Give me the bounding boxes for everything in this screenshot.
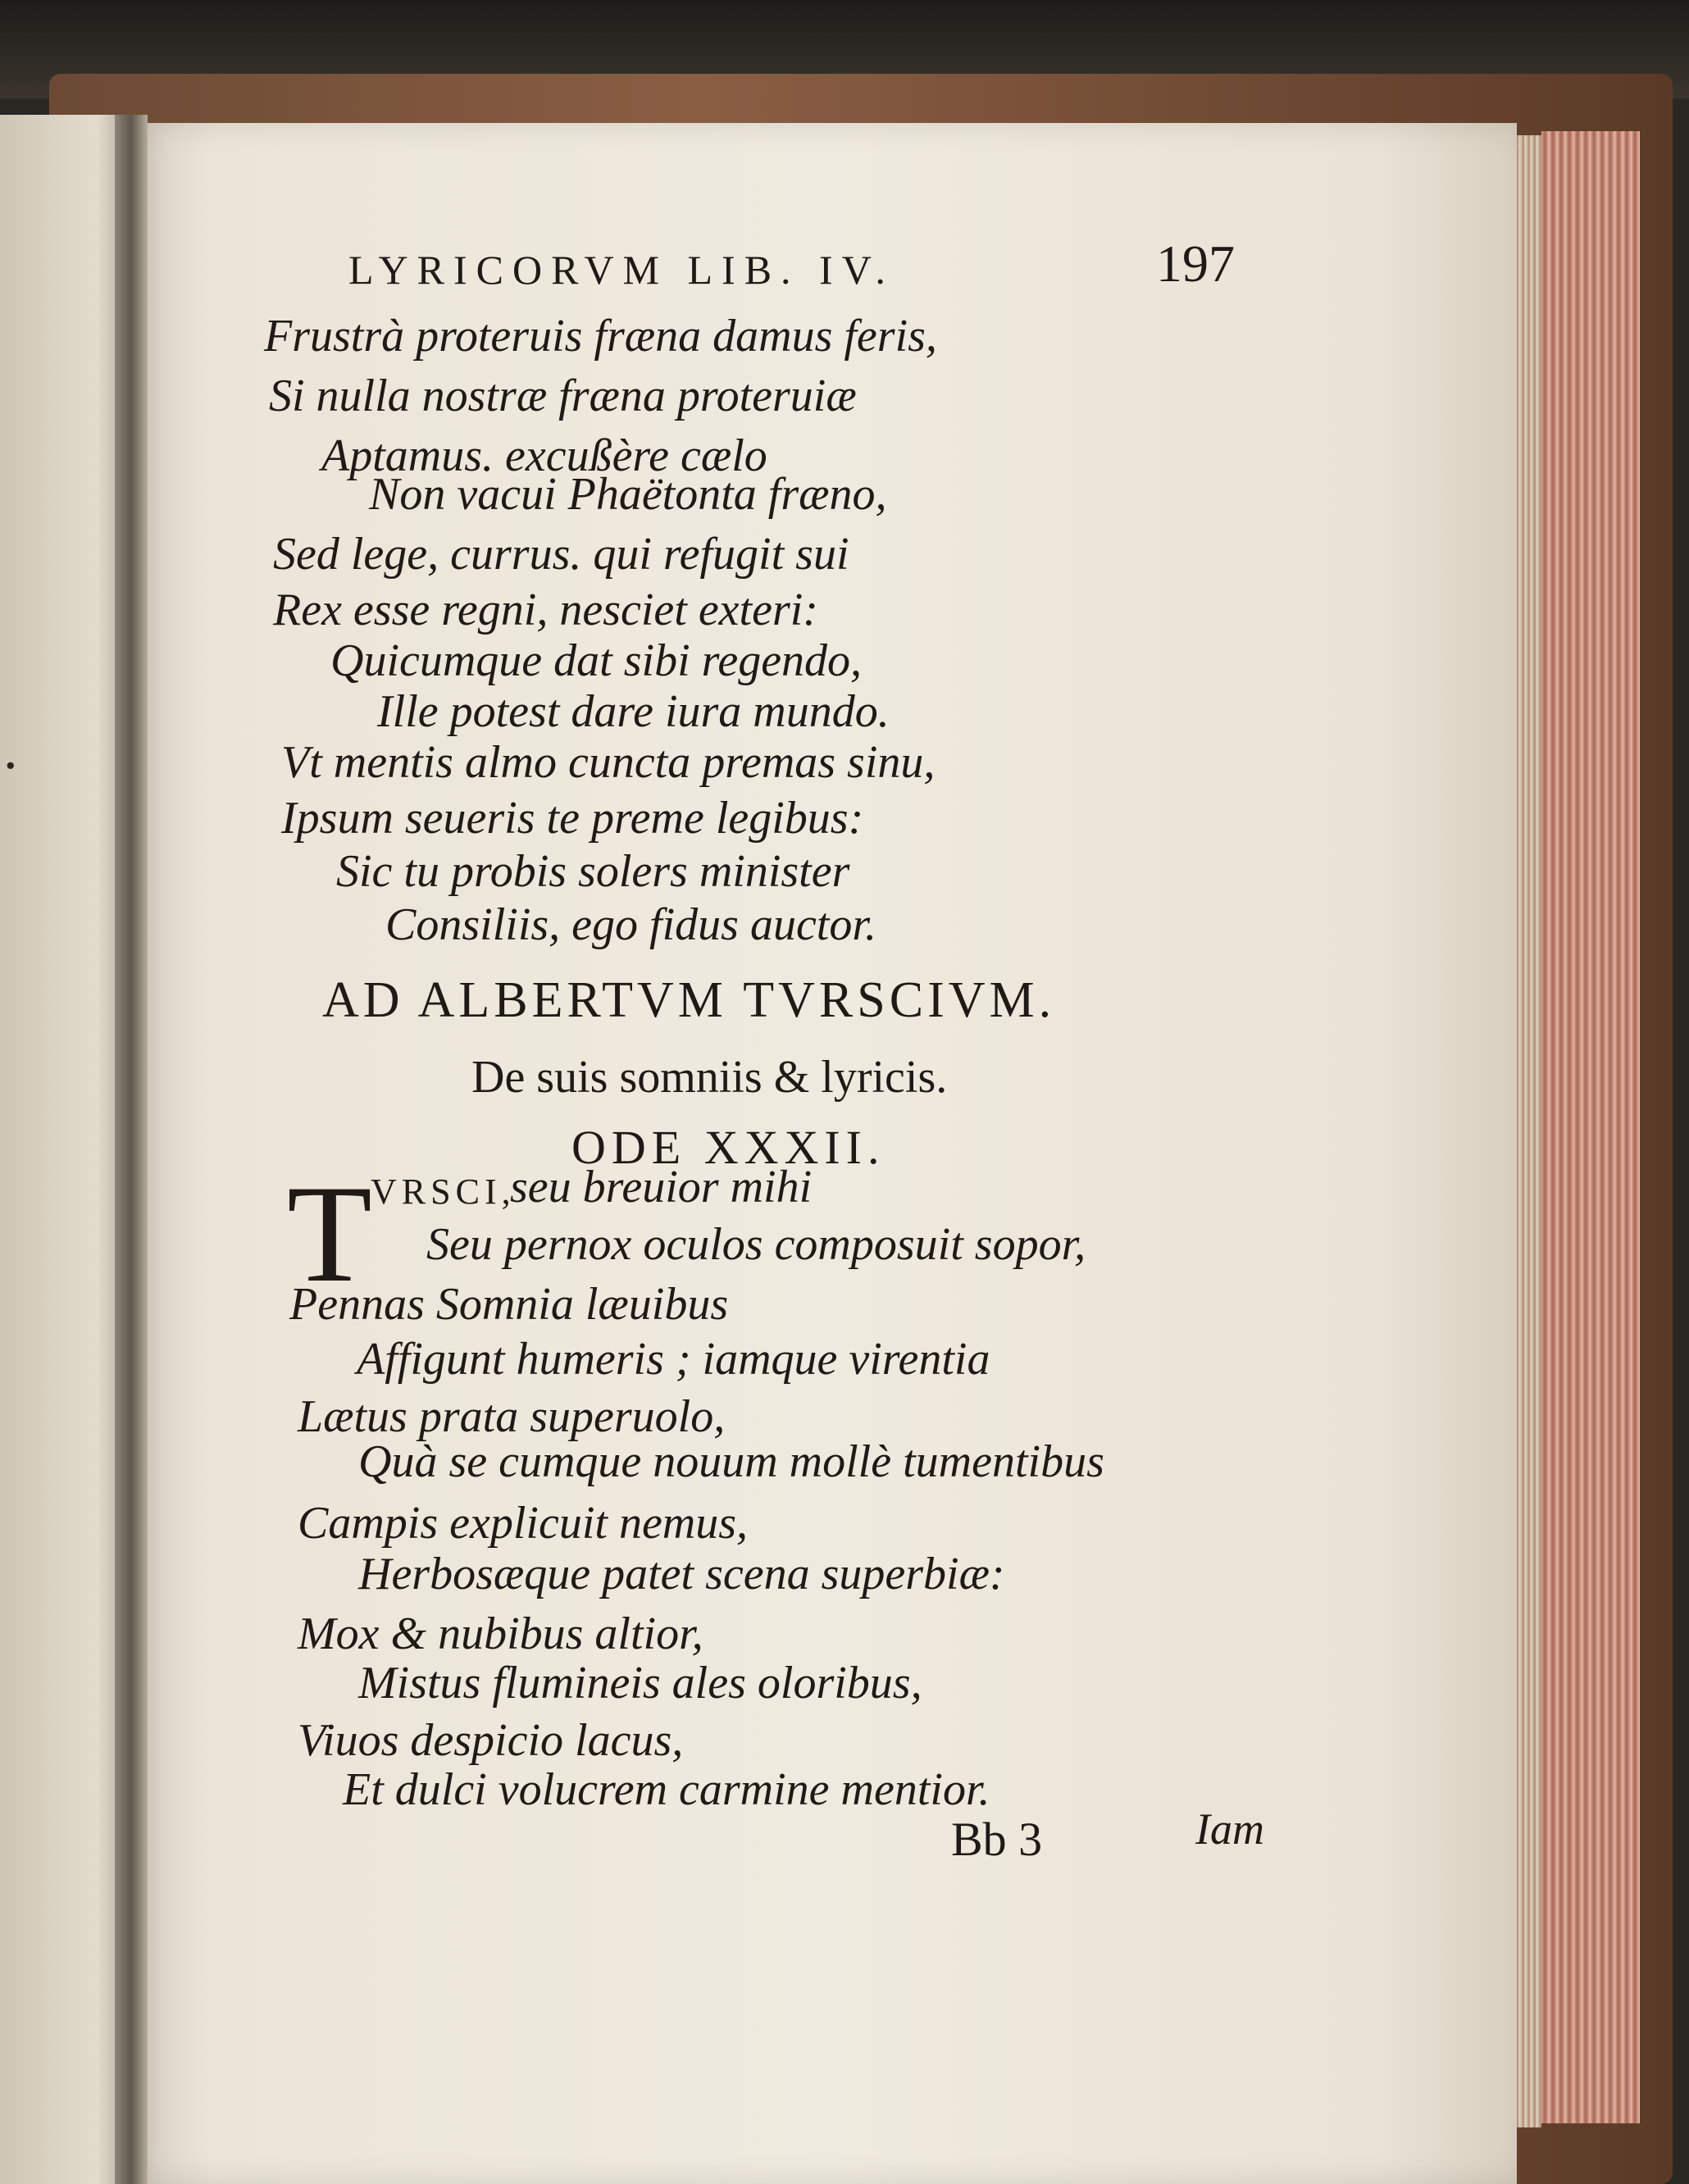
verse-line: Quicumque dat sibi regendo,: [330, 635, 863, 686]
verse-line: Affigunt humeris ; iamque virentia: [357, 1334, 990, 1385]
running-head: LYRICORVM LIB. IV.: [348, 247, 895, 293]
verse-line: seu breuior mihi: [510, 1162, 813, 1213]
verse-line: Ipsum seueris te preme legibus:: [281, 793, 864, 844]
catchword: Iam: [1195, 1804, 1264, 1854]
verse-line: Mox & nubibus altior,: [298, 1608, 703, 1659]
verse-line: Seu pernox oculos composuit sopor,: [426, 1219, 1086, 1270]
left-page-mark: .: [3, 718, 18, 781]
verse-line: Sed lege, currus. qui refugit sui: [273, 529, 849, 580]
verse-line: Rex esse regni, nesciet exteri:: [273, 585, 818, 635]
verse-line: Vt mentis almo cuncta premas sinu,: [281, 737, 936, 788]
ode-number: ODE XXXII.: [571, 1121, 885, 1174]
signature-mark: Bb 3: [951, 1813, 1043, 1866]
first-word-smallcaps: VRSCI,: [371, 1172, 516, 1212]
verse-line: Lætus prata superuolo,: [298, 1391, 726, 1442]
verse-line: Et dulci volucrem carmine mentior.: [343, 1764, 990, 1815]
verse-line: Frustrà proteruis fræna damus feris,: [264, 311, 937, 362]
verse-line: Aptamus. excußère cælo: [321, 430, 767, 481]
verse-line: Herbosæque patet scena superbiæ:: [358, 1549, 1005, 1599]
ode-subtitle: De suis somniis & lyricis.: [471, 1052, 948, 1103]
verse-line: Si nulla nostræ fræna proteruiæ: [269, 371, 857, 421]
verse-line: Sic tu probis solers minister: [336, 846, 850, 897]
verse-line: Quà se cumque nouum mollè tumentibus: [358, 1436, 1104, 1487]
drop-capital: T: [287, 1157, 372, 1311]
ode-title: AD ALBERTVM TVRSCIVM.: [322, 972, 1056, 1028]
verse-line: Ille potest dare iura mundo.: [377, 686, 890, 737]
verse-line: Non vacui Phaëtonta fræno,: [369, 469, 887, 520]
page-number: 197: [1156, 234, 1235, 293]
verse-line: Viuos despicio lacus,: [298, 1715, 684, 1766]
verse-line: Pennas Somnia læuibus: [289, 1279, 729, 1330]
red-page-edges: [1541, 131, 1640, 2123]
book-gutter: [115, 115, 148, 2184]
verse-line: Mistus flumineis ales oloribus,: [358, 1658, 922, 1709]
verse-line: Consiliis, ego fidus auctor.: [385, 899, 876, 950]
verse-line: Campis explicuit nemus,: [298, 1498, 749, 1549]
